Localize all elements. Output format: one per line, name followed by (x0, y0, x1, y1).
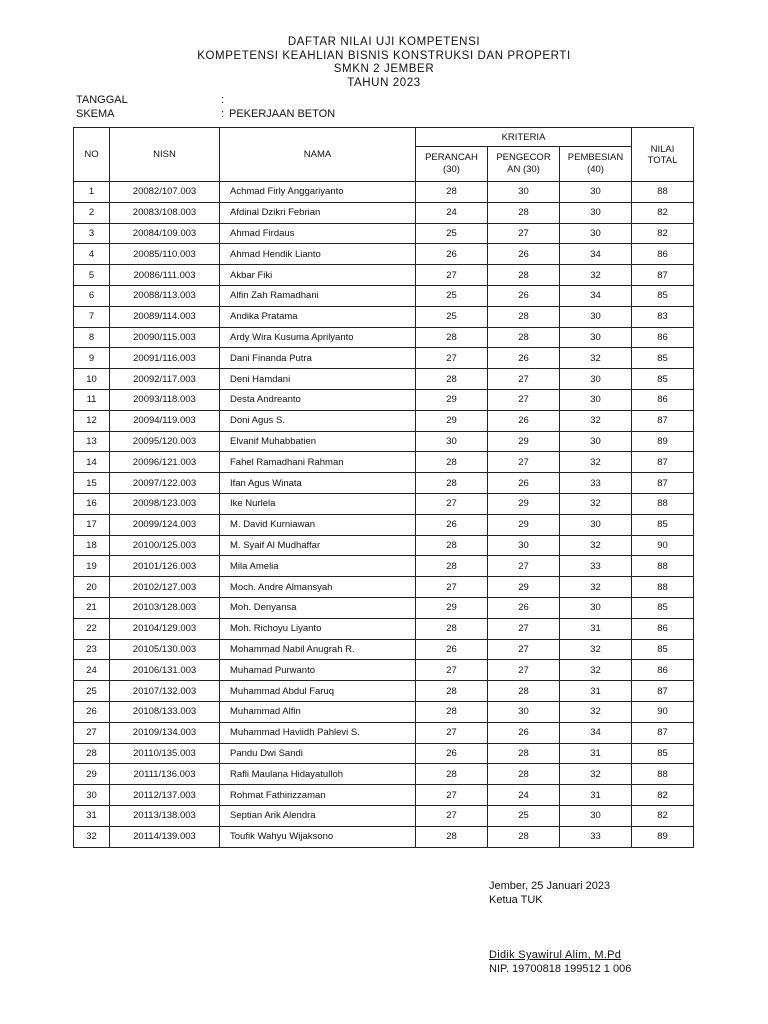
cell-perancah: 24 (416, 202, 488, 223)
cell-total: 87 (632, 722, 694, 743)
table-row (74, 743, 694, 764)
cell-nisn: 20084/109.003 (110, 223, 220, 244)
cell-nisn: 20111/136.003 (110, 764, 220, 785)
header-kriteria: KRITERIA (416, 128, 632, 147)
tanggal-colon: : (221, 94, 225, 106)
cell-pengecoran: 26 (488, 722, 560, 743)
cell-no: 27 (74, 722, 110, 743)
header-pembesian (560, 147, 632, 182)
cell-pengecoran: 27 (488, 389, 560, 410)
cell-no: 25 (74, 681, 110, 702)
cell-nama: Ahmad Firdaus (220, 223, 416, 244)
document-header (0, 36, 768, 90)
cell-pengecoran: 27 (488, 618, 560, 639)
cell-nisn: 20098/123.003 (110, 493, 220, 514)
cell-no: 29 (74, 764, 110, 785)
cell-pembesian: 32 (560, 764, 632, 785)
header-pengecoran (488, 147, 560, 182)
cell-no: 26 (74, 701, 110, 722)
cell-pembesian: 33 (560, 473, 632, 494)
cell-total: 90 (632, 701, 694, 722)
cell-pengecoran: 27 (488, 369, 560, 390)
cell-no: 1 (74, 182, 110, 203)
cell-pengecoran: 27 (488, 452, 560, 473)
table-row (74, 660, 694, 681)
table-row (74, 535, 694, 556)
header-title: DAFTAR NILAI UJI KOMPETENSI (287, 36, 481, 48)
cell-perancah: 28 (416, 701, 488, 722)
cell-pembesian: 30 (560, 431, 632, 452)
cell-pembesian: 32 (560, 265, 632, 286)
cell-nisn: 20085/110.003 (110, 244, 220, 265)
cell-no: 5 (74, 265, 110, 286)
cell-nisn: 20094/119.003 (110, 410, 220, 431)
cell-no: 11 (74, 389, 110, 410)
cell-no: 14 (74, 452, 110, 473)
signer-nip: NIP. 19700818 199512 1 006 (489, 962, 632, 975)
cell-no: 18 (74, 535, 110, 556)
cell-no: 28 (74, 743, 110, 764)
cell-perancah: 28 (416, 182, 488, 203)
cell-nisn: 20092/117.003 (110, 369, 220, 390)
cell-perancah: 28 (416, 535, 488, 556)
cell-no: 15 (74, 473, 110, 494)
cell-total: 82 (632, 805, 694, 826)
table-row (74, 202, 694, 223)
header-nama: NAMA (220, 128, 416, 182)
skema-label: SKEMA (76, 107, 115, 120)
cell-pengecoran: 27 (488, 556, 560, 577)
cell-nama: Moh. Richoyu Liyanto (220, 618, 416, 639)
cell-total: 88 (632, 764, 694, 785)
cell-no: 23 (74, 639, 110, 660)
header-school: SMKN 2 JEMBER (333, 63, 435, 75)
cell-perancah: 26 (416, 743, 488, 764)
cell-pengecoran: 28 (488, 681, 560, 702)
cell-total: 87 (632, 473, 694, 494)
cell-perancah: 28 (416, 327, 488, 348)
place-date: Jember, 25 Januari 2023 (489, 880, 611, 892)
cell-pembesian: 32 (560, 577, 632, 598)
cell-pembesian: 32 (560, 701, 632, 722)
cell-perancah: 27 (416, 348, 488, 369)
cell-total: 88 (632, 493, 694, 514)
cell-pengecoran: 28 (488, 265, 560, 286)
table-row (74, 327, 694, 348)
cell-no: 21 (74, 597, 110, 618)
table-row (74, 389, 694, 410)
score-table (73, 127, 694, 848)
cell-nama: Rafli Maulana Hidayatulloh (220, 764, 416, 785)
cell-pembesian: 32 (560, 452, 632, 473)
cell-nisn: 20102/127.003 (110, 577, 220, 598)
cell-total: 82 (632, 223, 694, 244)
cell-pembesian: 33 (560, 556, 632, 577)
header-year: TAHUN 2023 (347, 76, 421, 89)
table-row (74, 285, 694, 306)
cell-nisn: 20097/122.003 (110, 473, 220, 494)
cell-pembesian: 32 (560, 348, 632, 369)
cell-pengecoran: 25 (488, 805, 560, 826)
table-row (74, 826, 694, 847)
cell-nisn: 20099/124.003 (110, 514, 220, 535)
cell-pembesian: 31 (560, 618, 632, 639)
cell-nama: Elvanif Muhabbatien (220, 431, 416, 452)
cell-no: 31 (74, 805, 110, 826)
cell-nisn: 20088/113.003 (110, 285, 220, 306)
cell-no: 8 (74, 327, 110, 348)
cell-pembesian: 30 (560, 514, 632, 535)
cell-perancah: 28 (416, 681, 488, 702)
table-row (74, 223, 694, 244)
cell-pembesian: 32 (560, 410, 632, 431)
cell-nisn: 20096/121.003 (110, 452, 220, 473)
cell-total: 89 (632, 431, 694, 452)
cell-pembesian: 30 (560, 223, 632, 244)
cell-nama: Alfin Zah Ramadhani (220, 285, 416, 306)
table-row (74, 410, 694, 431)
cell-total: 85 (632, 285, 694, 306)
cell-pengecoran: 28 (488, 764, 560, 785)
cell-nisn: 20100/125.003 (110, 535, 220, 556)
cell-nama: Akbar Fiki (220, 265, 416, 286)
cell-pembesian: 30 (560, 597, 632, 618)
cell-total: 86 (632, 660, 694, 681)
table-row (74, 369, 694, 390)
signer-role: Ketua TUK (489, 893, 543, 906)
cell-perancah: 28 (416, 452, 488, 473)
cell-no: 19 (74, 556, 110, 577)
cell-nama: Ifan Agus Winata (220, 473, 416, 494)
cell-no: 24 (74, 660, 110, 681)
cell-nama: Muhammad Abdul Faruq (220, 681, 416, 702)
cell-pembesian: 30 (560, 327, 632, 348)
cell-nisn: 20112/137.003 (110, 785, 220, 806)
cell-nama: Desta Andreanto (220, 389, 416, 410)
cell-nama: M. David Kurniawan (220, 514, 416, 535)
cell-nama: Mila Amelia (220, 556, 416, 577)
cell-nama: Toufik Wahyu Wijaksono (220, 826, 416, 847)
cell-total: 86 (632, 327, 694, 348)
cell-pembesian: 32 (560, 660, 632, 681)
cell-nama: Dani Finanda Putra (220, 348, 416, 369)
cell-nisn: 20104/129.003 (110, 618, 220, 639)
meta-info (76, 94, 335, 121)
table-row (74, 244, 694, 265)
cell-pembesian: 30 (560, 306, 632, 327)
cell-nama: Doni Agus S. (220, 410, 416, 431)
cell-perancah: 28 (416, 618, 488, 639)
cell-pengecoran: 26 (488, 348, 560, 369)
cell-pengecoran: 26 (488, 597, 560, 618)
table-row (74, 493, 694, 514)
header-pembesian-line2: (40) (587, 164, 604, 175)
cell-pengecoran: 26 (488, 244, 560, 265)
cell-perancah: 27 (416, 493, 488, 514)
cell-pengecoran: 24 (488, 785, 560, 806)
cell-nama: Deni Hamdani (220, 369, 416, 390)
cell-pembesian: 34 (560, 722, 632, 743)
cell-total: 88 (632, 556, 694, 577)
cell-perancah: 28 (416, 473, 488, 494)
cell-nisn: 20101/126.003 (110, 556, 220, 577)
cell-nama: Rohmat Fathirizzaman (220, 785, 416, 806)
cell-perancah: 26 (416, 639, 488, 660)
cell-perancah: 28 (416, 369, 488, 390)
meta-row-tanggal (76, 94, 335, 108)
cell-pengecoran: 27 (488, 660, 560, 681)
table-row (74, 639, 694, 660)
table-row (74, 306, 694, 327)
cell-pengecoran: 29 (488, 577, 560, 598)
cell-nisn: 20107/132.003 (110, 681, 220, 702)
cell-nama: Achmad Firly Anggariyanto (220, 182, 416, 203)
cell-pengecoran: 27 (488, 223, 560, 244)
cell-total: 85 (632, 639, 694, 660)
cell-nama: Andika Pratama (220, 306, 416, 327)
cell-pembesian: 30 (560, 182, 632, 203)
table-row (74, 265, 694, 286)
cell-total: 85 (632, 514, 694, 535)
cell-perancah: 25 (416, 285, 488, 306)
cell-nisn: 20113/138.003 (110, 805, 220, 826)
cell-pembesian: 32 (560, 535, 632, 556)
signer-name: Didik Syawirul Alim, M.Pd (489, 949, 622, 961)
meta-row-skema (76, 108, 335, 122)
cell-total: 90 (632, 535, 694, 556)
cell-pengecoran: 29 (488, 431, 560, 452)
tanggal-label: TANGGAL (76, 94, 128, 106)
cell-no: 7 (74, 306, 110, 327)
cell-pengecoran: 26 (488, 410, 560, 431)
cell-pengecoran: 30 (488, 535, 560, 556)
cell-pengecoran: 28 (488, 826, 560, 847)
table-row (74, 577, 694, 598)
cell-perancah: 28 (416, 764, 488, 785)
table-row (74, 701, 694, 722)
header-perancah-line1: PERANCAH (425, 152, 478, 163)
header-pengecoran-line1: PENGECOR (496, 152, 551, 163)
cell-nisn: 20106/131.003 (110, 660, 220, 681)
cell-total: 88 (632, 577, 694, 598)
cell-perancah: 26 (416, 244, 488, 265)
cell-no: 2 (74, 202, 110, 223)
cell-total: 87 (632, 681, 694, 702)
cell-no: 22 (74, 618, 110, 639)
cell-nisn: 20083/108.003 (110, 202, 220, 223)
cell-total: 83 (632, 306, 694, 327)
table-row (74, 514, 694, 535)
cell-pengecoran: 29 (488, 493, 560, 514)
table-row (74, 452, 694, 473)
cell-nisn: 20109/134.003 (110, 722, 220, 743)
cell-nama: Moh. Denyansa (220, 597, 416, 618)
cell-nisn: 20091/116.003 (110, 348, 220, 369)
cell-pembesian: 30 (560, 369, 632, 390)
cell-total: 86 (632, 389, 694, 410)
cell-pembesian: 31 (560, 785, 632, 806)
cell-no: 30 (74, 785, 110, 806)
table-row (74, 681, 694, 702)
cell-nama: Ike Nurlela (220, 493, 416, 514)
cell-no: 17 (74, 514, 110, 535)
table-row (74, 473, 694, 494)
cell-total: 87 (632, 452, 694, 473)
cell-pengecoran: 30 (488, 701, 560, 722)
cell-perancah: 27 (416, 577, 488, 598)
cell-perancah: 28 (416, 556, 488, 577)
signature-place-date (489, 880, 610, 907)
cell-perancah: 29 (416, 597, 488, 618)
table-row (74, 764, 694, 785)
cell-nama: M. Syaif Al Mudhaffar (220, 535, 416, 556)
table-body (74, 182, 694, 848)
cell-no: 6 (74, 285, 110, 306)
cell-perancah: 27 (416, 722, 488, 743)
cell-pengecoran: 28 (488, 202, 560, 223)
cell-no: 9 (74, 348, 110, 369)
cell-nama: Mohammad Nabil Anugrah R. (220, 639, 416, 660)
cell-nisn: 20103/128.003 (110, 597, 220, 618)
cell-pengecoran: 30 (488, 182, 560, 203)
cell-nama: Muhammad Alfin (220, 701, 416, 722)
skema-colon: : (221, 107, 225, 120)
cell-pembesian: 32 (560, 493, 632, 514)
cell-nama: Muhammad Haviidh Pahlevi S. (220, 722, 416, 743)
cell-perancah: 27 (416, 265, 488, 286)
cell-pembesian: 30 (560, 805, 632, 826)
cell-no: 32 (74, 826, 110, 847)
cell-total: 85 (632, 369, 694, 390)
cell-nisn: 20095/120.003 (110, 431, 220, 452)
cell-nisn: 20089/114.003 (110, 306, 220, 327)
header-nilai-total (632, 128, 694, 182)
cell-pengecoran: 28 (488, 306, 560, 327)
cell-perancah: 25 (416, 306, 488, 327)
cell-no: 20 (74, 577, 110, 598)
cell-total: 85 (632, 597, 694, 618)
cell-nisn: 20105/130.003 (110, 639, 220, 660)
cell-total: 87 (632, 265, 694, 286)
cell-perancah: 30 (416, 431, 488, 452)
cell-pembesian: 30 (560, 202, 632, 223)
cell-perancah: 28 (416, 826, 488, 847)
cell-pembesian: 32 (560, 639, 632, 660)
cell-pembesian: 30 (560, 389, 632, 410)
cell-perancah: 27 (416, 785, 488, 806)
cell-pengecoran: 26 (488, 285, 560, 306)
cell-nama: Pandu Dwi Sandi (220, 743, 416, 764)
cell-nisn: 20086/111.003 (110, 265, 220, 286)
cell-total: 89 (632, 826, 694, 847)
table-row (74, 182, 694, 203)
cell-perancah: 29 (416, 410, 488, 431)
cell-no: 10 (74, 369, 110, 390)
cell-pembesian: 33 (560, 826, 632, 847)
header-perancah (416, 147, 488, 182)
cell-pengecoran: 29 (488, 514, 560, 535)
cell-no: 16 (74, 493, 110, 514)
cell-nama: Afdinal Dzikri Febrian (220, 202, 416, 223)
header-perancah-line2: (30) (443, 164, 460, 175)
cell-perancah: 27 (416, 660, 488, 681)
cell-total: 82 (632, 202, 694, 223)
cell-perancah: 25 (416, 223, 488, 244)
cell-nama: Moch. Andre Almansyah (220, 577, 416, 598)
table-row (74, 597, 694, 618)
table-row (74, 431, 694, 452)
cell-nisn: 20082/107.003 (110, 182, 220, 203)
header-pengecoran-line2: AN (30) (507, 164, 540, 175)
cell-total: 86 (632, 244, 694, 265)
cell-nama: Muhamad Purwanto (220, 660, 416, 681)
table-row (74, 348, 694, 369)
cell-pembesian: 34 (560, 285, 632, 306)
cell-nisn: 20108/133.003 (110, 701, 220, 722)
cell-nisn: 20090/115.003 (110, 327, 220, 348)
cell-total: 87 (632, 410, 694, 431)
cell-nama: Ardy Wira Kusuma Aprilyanto (220, 327, 416, 348)
cell-total: 88 (632, 182, 694, 203)
cell-pengecoran: 28 (488, 327, 560, 348)
cell-no: 3 (74, 223, 110, 244)
cell-no: 12 (74, 410, 110, 431)
cell-total: 85 (632, 743, 694, 764)
table-row (74, 556, 694, 577)
cell-no: 13 (74, 431, 110, 452)
header-total-line2: TOTAL (647, 154, 678, 166)
cell-nama: Ahmad Hendik Lianto (220, 244, 416, 265)
cell-perancah: 29 (416, 389, 488, 410)
cell-perancah: 27 (416, 805, 488, 826)
skema-value: PEKERJAAN BETON (229, 107, 336, 120)
table-row (74, 805, 694, 826)
cell-nisn: 20093/118.003 (110, 389, 220, 410)
cell-pengecoran: 26 (488, 473, 560, 494)
header-total-line1: NILAI (650, 143, 675, 155)
table-row (74, 785, 694, 806)
cell-pengecoran: 27 (488, 639, 560, 660)
cell-perancah: 26 (416, 514, 488, 535)
cell-nama: Septian Arik Alendra (220, 805, 416, 826)
cell-pembesian: 34 (560, 244, 632, 265)
header-no: NO (74, 128, 110, 182)
cell-total: 86 (632, 618, 694, 639)
cell-nama: Fahel Ramadhani Rahman (220, 452, 416, 473)
cell-pembesian: 31 (560, 681, 632, 702)
cell-total: 85 (632, 348, 694, 369)
header-pembesian-line1: PEMBESIAN (567, 152, 624, 163)
cell-pengecoran: 28 (488, 743, 560, 764)
cell-nisn: 20114/139.003 (110, 826, 220, 847)
header-nisn: NISN (110, 128, 220, 182)
signer-block (489, 949, 631, 976)
table-row (74, 618, 694, 639)
cell-no: 4 (74, 244, 110, 265)
table-header (74, 128, 694, 182)
cell-nisn: 20110/135.003 (110, 743, 220, 764)
cell-pembesian: 31 (560, 743, 632, 764)
table-row (74, 722, 694, 743)
header-program: KOMPETENSI KEAHLIAN BISNIS KONSTRUKSI DAN PROPERTI (197, 49, 571, 62)
cell-total: 82 (632, 785, 694, 806)
